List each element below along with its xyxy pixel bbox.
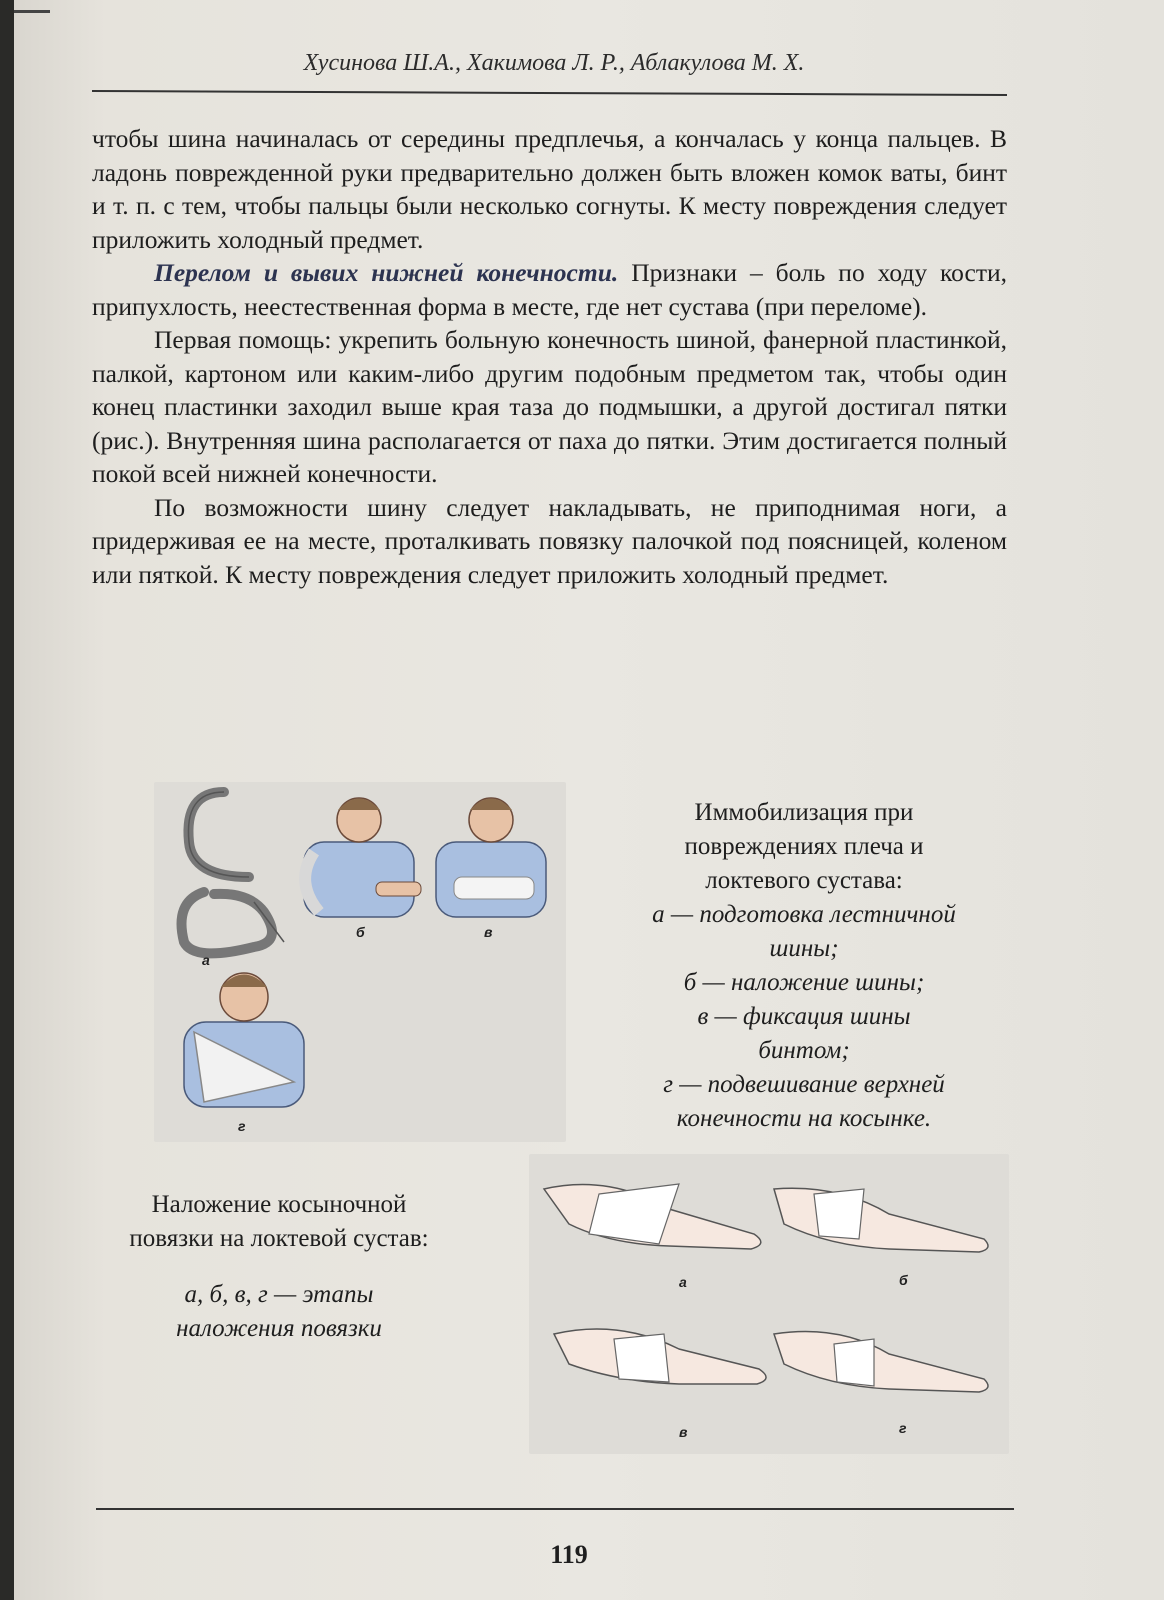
footer-rule [96, 1508, 1014, 1510]
paragraph-4: По возможности шину следует накладывать, не приподнимая ноги, а придерживая ее на месте, проталкивать повязку палочкой под поясницей, коленом или пяткой. К месту повреждения следует приложить холодный предмет. [92, 492, 1007, 589]
figure-elbow-bandage [529, 1154, 1009, 1454]
header-rule [92, 90, 1007, 96]
paragraph-3: Первая помощь: укрепить больную конечность шиной, фанерной пластинкой, палкой, картоном или каким-либо другим подобным предметом так, чтобы один конец пластинки заходил выше края таза до подмышки, а другой достигал пятки (рис.). Внутренняя шина располагается от паха до пятки. Этим достигается полный покой всей нижней конечности. [92, 325, 1007, 488]
paragraph-2-text: Признаки – боль по ходу кости, припухлость, неестественная форма в месте, где нет сустава (при переломе). [92, 258, 1007, 321]
running-header: Хусинова Ш.А., Хакимова Л. Р., Аблакулова М. Х. [303, 50, 805, 76]
figure-1-caption-title: Иммобилизация при повреждениях плеча и локтевого сустава: [684, 799, 924, 894]
main-text [92, 122, 1007, 591]
figure-shoulder-immobilization [154, 782, 566, 1142]
book-page [14, 0, 1164, 1600]
page-number: 119 [550, 1540, 588, 1569]
fig2-label-a: а [679, 1274, 687, 1290]
figure-1-caption [614, 796, 994, 1136]
fig1-label-a: а [202, 952, 210, 968]
figure-2-illustration [529, 1154, 1009, 1454]
fig2-label-v: в [679, 1424, 688, 1440]
figure-2-caption [114, 1188, 444, 1346]
fig1-label-b: б [356, 924, 365, 940]
section-heading: Перелом и вывих нижней конечности. [154, 258, 619, 287]
paragraph-2 [92, 256, 1007, 323]
caption-item-g: г — подвешивание верхней конечности на косынке. [663, 1071, 945, 1132]
figure-2-caption-title: Наложение косыночной повязки на локтевой сустав: [129, 1191, 429, 1252]
fig2-label-g: г [899, 1420, 907, 1436]
page-edge-mark [14, 10, 50, 13]
figure-2-caption-note: а, б, в, г — этапы наложения повязки [176, 1281, 382, 1342]
fig1-label-g: г [238, 1118, 246, 1134]
man-g-drawing [184, 973, 304, 1107]
fig2-label-b: б [899, 1272, 908, 1288]
caption-item-v: в — фиксация шины бинтом; [697, 1003, 911, 1064]
man-v-drawing [436, 798, 546, 917]
paragraph-1: чтобы шина начиналась от середины предплечья, а кончалась у конца пальцев. В ладонь поврежденной руки предварительно должен быть вложен комок ваты, бинт и т. п. с тем, чтобы пальцы были несколько согнуты. К месту повреждения следует приложить холодный предмет. [92, 124, 1007, 254]
figure-1-illustration [154, 782, 566, 1142]
caption-item-a: а — подготовка лестничной шины; [652, 901, 956, 962]
fig1-label-v: в [484, 924, 493, 940]
man-b-drawing [304, 798, 421, 917]
caption-item-b: б — наложение шины; [683, 969, 925, 996]
ladder-splint-drawing [182, 792, 273, 953]
